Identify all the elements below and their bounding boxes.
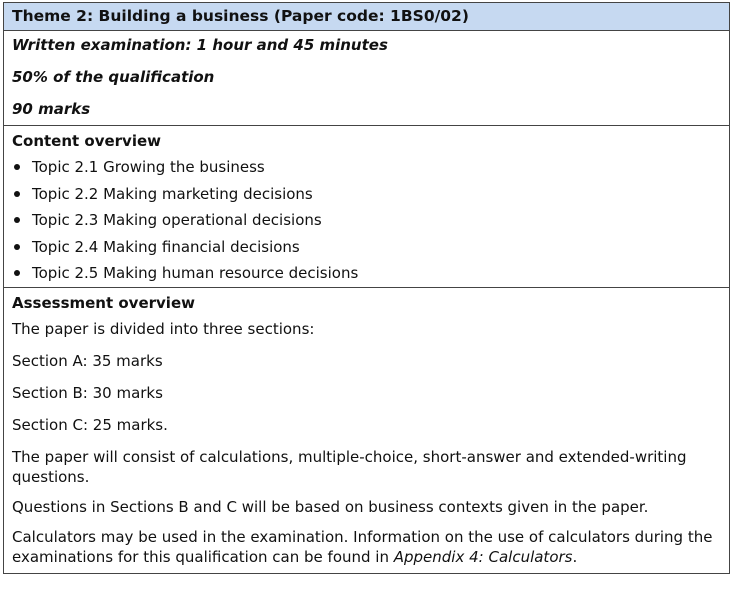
section-a-marks: Section A: 35 marks	[12, 352, 163, 370]
exam-details-cell	[4, 31, 730, 126]
assessment-overview-cell	[4, 288, 730, 574]
list-item	[12, 263, 721, 283]
list-item	[12, 184, 721, 204]
content-overview-cell	[4, 126, 730, 288]
exam-weighting: 50% of the qualification	[12, 68, 215, 86]
bullet-icon	[14, 244, 20, 250]
topic-label: Topic 2.2 Making marketing decisions	[32, 184, 313, 203]
bullet-icon	[14, 217, 20, 223]
paper-title: Theme 2: Building a business (Paper code: 1BS0/02)	[4, 3, 730, 31]
business-contexts-text: Questions in Sections B and C will be based on business contexts given in the paper.	[12, 498, 649, 516]
list-item	[12, 237, 721, 257]
question-types-text: The paper will consist of calculations, multiple-choice, short-answer and extended-writing questions.	[12, 448, 687, 486]
content-overview-heading: Content overview	[12, 132, 162, 150]
calculators-suffix: .	[572, 548, 578, 566]
topic-label: Topic 2.4 Making financial decisions	[32, 237, 300, 256]
topic-label: Topic 2.5 Making human resource decisions	[32, 264, 359, 282]
section-b-marks: Section B: 30 marks	[12, 384, 163, 402]
calculators-text	[12, 527, 721, 567]
exam-duration: Written examination: 1 hour and 45 minutes	[12, 36, 388, 54]
bullet-icon	[14, 191, 20, 197]
topic-label: Topic 2.3 Making operational decisions	[32, 211, 322, 229]
specification-table	[3, 2, 730, 574]
appendix-reference: Appendix 4: Calculators	[393, 548, 573, 566]
assessment-overview-heading: Assessment overview	[12, 294, 195, 312]
list-item	[12, 210, 721, 230]
section-c-marks: Section C: 25 marks.	[12, 416, 168, 434]
calculators-prefix: Calculators may be used in the examination. Information on the use of calculators during the examinations for this qualification can be found in	[12, 528, 713, 566]
bullet-icon	[14, 164, 20, 170]
topic-list	[12, 157, 721, 283]
exam-marks: 90 marks	[12, 100, 91, 118]
topic-label: Topic 2.1 Growing the business	[32, 158, 265, 176]
list-item	[12, 157, 721, 177]
assessment-intro: The paper is divided into three sections:	[12, 320, 315, 338]
bullet-icon	[14, 270, 20, 276]
